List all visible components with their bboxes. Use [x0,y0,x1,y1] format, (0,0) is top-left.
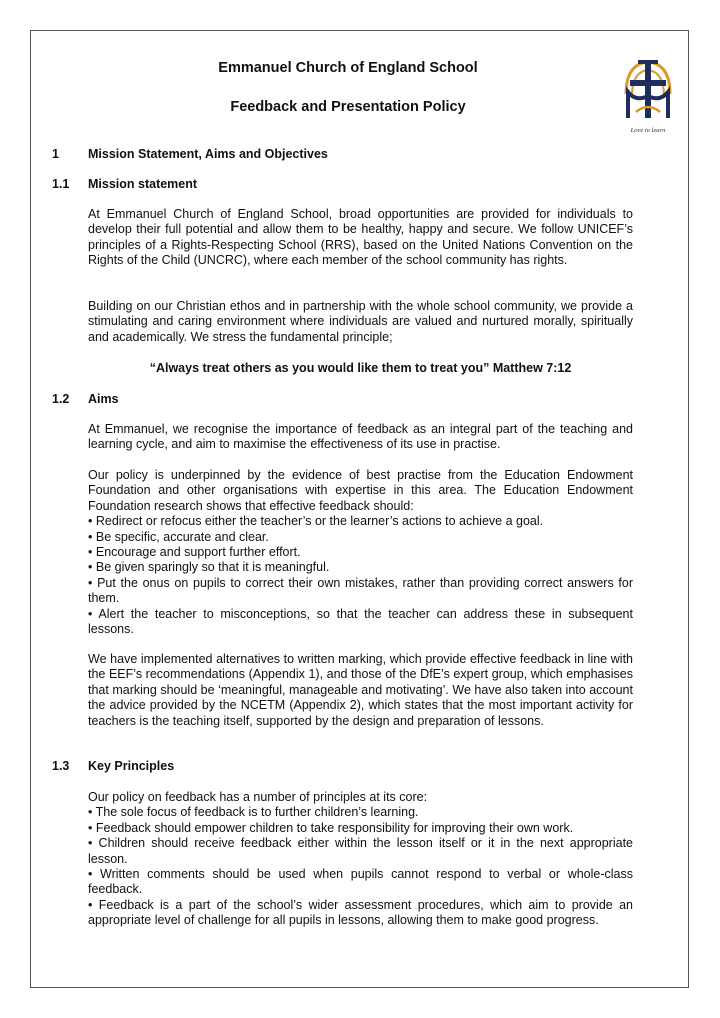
mission-paragraph-2: Building on our Christian ethos and in partnership with the whole school community, we provide a stimulating and caring environment where individuals are valued and nurtured morally, spiritually and academically. We stress the fundamental principle; [88,299,633,344]
section-title: Mission Statement, Aims and Objectives [88,147,328,161]
aims-paragraph-1: At Emmanuel, we recognise the importance of feedback as an integral part of the teaching and learning cycle, and aim to maximise the effectiveness of its use in practise. [88,422,633,452]
section-1-2-heading [52,392,119,406]
list-item: • Feedback is a part of the school’s wider assessment procedures, which aim to provide an appropriate level of challenge for all pupils in lessons, allowing them to make good progress. [88,898,633,929]
aims-evidence-block [88,468,633,637]
key-principles-list [88,805,633,928]
section-1-1-heading [52,177,197,191]
key-principles-block [88,790,633,929]
list-item: • Children should receive feedback either within the lesson itself or it in the next appropriate lesson. [88,836,633,867]
school-crest-icon [618,56,678,136]
list-item: • Feedback should empower children to take responsibility for improving their own work. [88,821,633,836]
key-principles-intro: Our policy on feedback has a number of principles at its core: [88,790,428,804]
section-number: 1.2 [52,392,70,406]
list-item: • The sole focus of feedback is to further children’s learning. [88,805,633,820]
section-title: Mission statement [88,177,198,191]
logo-motto: Love to learn [630,127,666,134]
list-item: • Put the onus on pupils to correct their own mistakes, rather than providing correct answers for them. [88,576,633,607]
section-1-heading [52,147,328,161]
list-item: • Alert the teacher to misconceptions, so that the teacher can address these in subsequent lessons. [88,607,633,638]
list-item: • Be given sparingly so that it is meaningful. [88,560,633,575]
eef-feedback-list [88,514,633,637]
section-1-3-heading [52,759,174,773]
policy-title: Feedback and Presentation Policy [230,99,466,115]
list-item: • Redirect or refocus either the teacher’s or the learner’s actions to achieve a goal. [88,514,633,529]
mission-paragraph-1: At Emmanuel Church of England School, broad opportunities are provided for individuals to develop their full potential and allow them to be healthy, happy and secure. We follow UNICEF’s principles of a Rights-Respecting School (RRS), based on the United Nations Convention on the Rights of the Child (UNCRC), where each member of the school community has rights. [88,207,633,268]
list-item: • Be specific, accurate and clear. [88,530,633,545]
list-item: • Encourage and support further effort. [88,545,633,560]
section-title: Aims [88,392,119,406]
aims-paragraph-2: Our policy is underpinned by the evidence of best practise from the Education Endowment Foundation and other organisations with expertise in this area. The Education Endowment Foundation research shows that effective feedback should: [88,468,633,513]
scripture-quote: “Always treat others as you would like them to treat you” Matthew 7:12 [149,361,572,375]
list-item: • Written comments should be used when pupils cannot respond to verbal or whole-class feedback. [88,867,633,898]
section-number: 1 [52,147,59,161]
section-number: 1.3 [52,759,70,773]
section-title: Key Principles [88,759,175,773]
section-number: 1.1 [52,177,70,191]
aims-paragraph-3: We have implemented alternatives to written marking, which provide effective feedback in line with the EEF’s recommendations (Appendix 1), and those of the DfE’s expert group, which emphasises that marking should be ‘meaningful, manageable and motivating’. We have also taken into account the advice provided by the NCETM (Appendix 2), which states that the most important activity for teachers is the teaching itself, supported by the design and preparation of lessons. [88,652,633,728]
school-name: Emmanuel Church of England School [218,60,478,76]
